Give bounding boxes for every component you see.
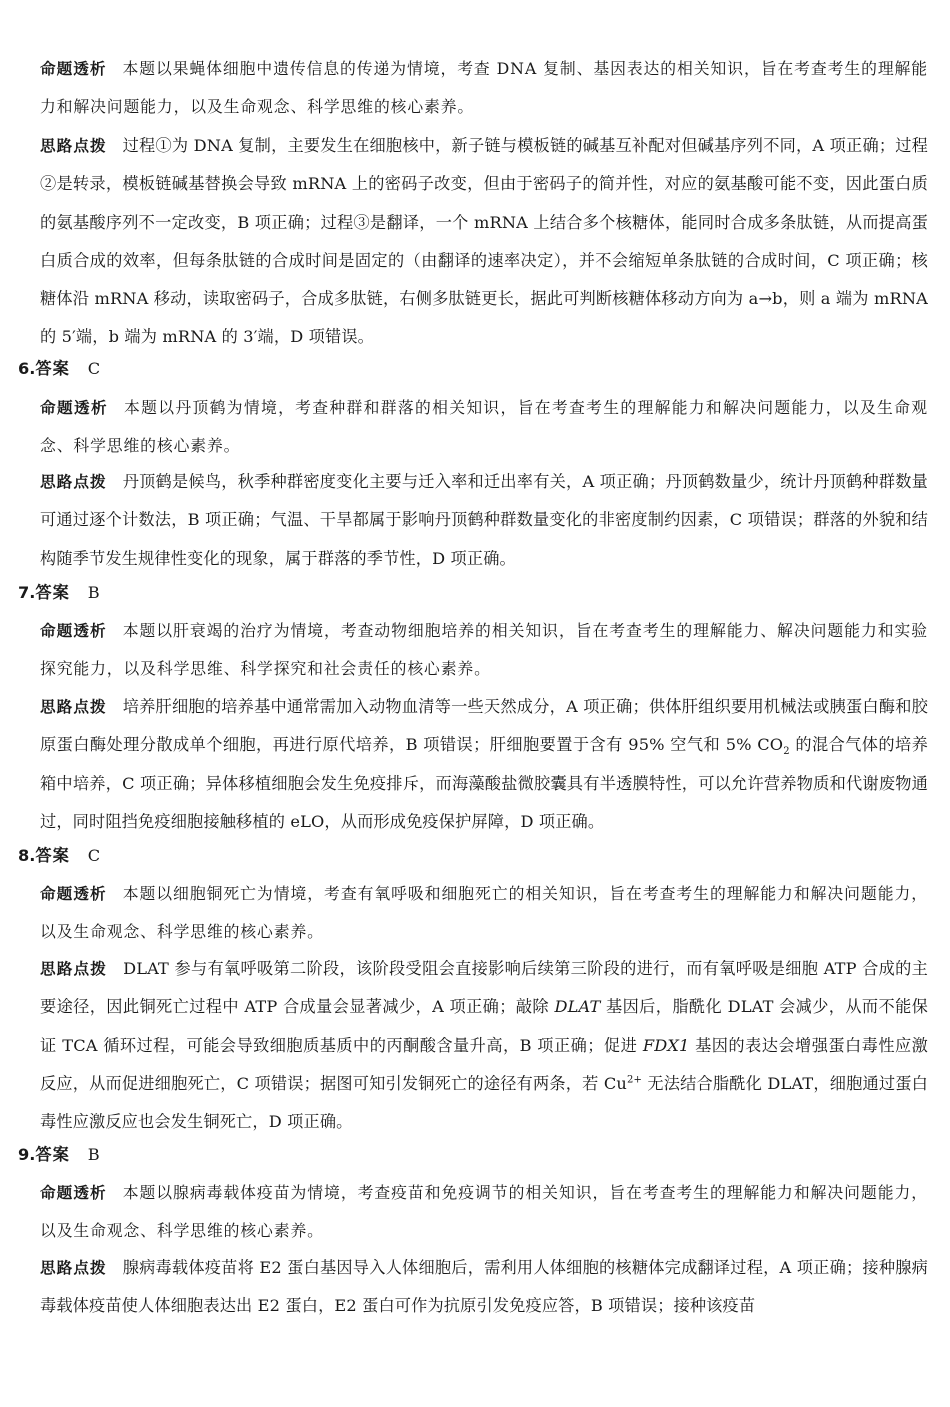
q9-hint-text: 腺病毒载体疫苗将 E2 蛋白基因导入人体细胞后，需利用人体细胞的核糖体完成翻译过程，A 项正确；接种腺病毒载体疫苗使人体细胞表达出 E2 蛋白，E2 蛋白可作为抗原引发免疫应答，B 项错误；接种该疫苗 <box>40 1258 928 1316</box>
analysis-label: 命题透析 <box>40 885 107 903</box>
co2-subscript: 2 <box>783 746 790 758</box>
hint-label: 思路点拨 <box>40 137 107 155</box>
q8-analysis-block <box>0 875 950 952</box>
q8-analysis-text: 本题以细胞铜死亡为情境，考查有氧呼吸和细胞死亡的相关知识，旨在考查考生的理解能力和解决问题能力，以及生命观念、科学思维的核心素养。 <box>40 884 928 942</box>
q6-number: 6. <box>18 359 36 378</box>
q8-number: 8. <box>18 846 36 865</box>
q7-hint-text-a: 培养肝细胞的培养基中通常需加入动物血清等一些天然成分，A 项正确；供体肝组织要用机械法或胰蛋白酶和胶原蛋白酶处理分散成单个细胞，再进行原代培养，B 项错误；肝细胞要置于含有 95% 空气和 5% CO <box>40 697 928 755</box>
q8-analysis-paragraph <box>0 875 950 952</box>
analysis-label: 命题透析 <box>40 622 107 640</box>
q9-hint-paragraph <box>0 1249 950 1326</box>
q6-hint-paragraph <box>0 463 950 578</box>
q8-hint-text-a: DLAT 参与有氧呼吸第二阶段，该阶段受阻会直接影响后续第三阶段的进行，而有氧呼吸是细胞 ATP 合成的主要途径，因此铜死亡过程中 ATP 合成量会显著减少，A 项正确；敲除 <box>40 959 928 1017</box>
q7-hint-block <box>0 688 950 841</box>
q7-analysis-text: 本题以肝衰竭的治疗为情境，考查动物细胞培养的相关知识，旨在考查考生的理解能力、解决问题能力和实验探究能力，以及科学思维、科学探究和社会责任的核心素养。 <box>40 621 928 679</box>
q7-hint-text-b: 的混合气体的培养箱中培养，C 项正确；异体移植细胞会发生免疫排斥，而海藻酸盐微胶囊具有半透膜特性，可以允许营养物质和代谢废物通过，同时阻挡免疫细胞接触移植的 eLO，从而形成免疫保护屏障，D 项正确。 <box>40 735 929 831</box>
q5-hint-block <box>0 127 950 357</box>
q5-analysis-text: 本题以果蝇体细胞中遗传信息的传递为情境，考查 DNA 复制、基因表达的相关知识，旨在考查考生的理解能力和解决问题能力，以及生命观念、科学思维的核心素养。 <box>40 59 928 117</box>
q9-analysis-text: 本题以腺病毒载体疫苗为情境，考查疫苗和免疫调节的相关知识，旨在考查考生的理解能力和解决问题能力，以及生命观念、科学思维的核心素养。 <box>40 1183 928 1241</box>
q6-answer-value: C <box>87 359 101 378</box>
hint-label: 思路点拨 <box>40 473 107 491</box>
q6-analysis-text: 本题以丹顶鹤为情境，考查种群和群落的相关知识，旨在考查考生的理解能力和解决问题能力，以及生命观念、科学思维的核心素养。 <box>40 398 928 456</box>
answer-label: 答案 <box>35 846 70 865</box>
q7-analysis-block <box>0 612 950 689</box>
answer-label: 答案 <box>35 583 70 602</box>
q9-hint-block <box>0 1249 950 1326</box>
q5-analysis-paragraph <box>0 50 950 127</box>
q9-answer-paragraph <box>0 1136 950 1174</box>
answer-label: 答案 <box>35 359 70 378</box>
analysis-label: 命题透析 <box>40 1184 107 1202</box>
q6-analysis-paragraph <box>0 389 950 466</box>
q6-analysis-block <box>0 389 950 466</box>
q5-analysis-block <box>0 50 950 127</box>
q5-hint-paragraph <box>0 127 950 357</box>
q6-hint-text: 丹顶鹤是候鸟，秋季种群密度变化主要与迁入率和迁出率有关，A 项正确；丹顶鹤数量少，统计丹顶鹤种群数量可通过逐个计数法，B 项正确；气温、干旱都属于影响丹顶鹤种群数量变化的非密度制约因素，C 项错误；群落的外貌和结构随季节发生规律性变化的现象，属于群落的季节性，D 项正确。 <box>40 472 928 568</box>
cu-superscript: 2+ <box>626 1074 643 1086</box>
hint-label: 思路点拨 <box>40 960 108 978</box>
answer-label: 答案 <box>35 1145 70 1164</box>
q7-number: 7. <box>18 583 36 602</box>
q8-hint-text-d: 无法结合脂酰化 DLAT，细胞通过蛋白毒性应激反应也会发生铜死亡，D 项正确。 <box>40 1073 929 1132</box>
q7-answer-paragraph <box>0 574 950 612</box>
q9-number: 9. <box>18 1145 36 1164</box>
gene-fdx1: FDX1 <box>642 1035 690 1055</box>
hint-label: 思路点拨 <box>40 1259 107 1277</box>
q6-hint-block <box>0 463 950 578</box>
q8-hint-text-c: 基因的表达会增强蛋白毒性应激反应，从而促进细胞死亡，C 项错误；据图可知引发铜死亡的途径有两条，若 Cu <box>40 1035 928 1093</box>
q9-answer-value: B <box>87 1145 100 1164</box>
analysis-label: 命题透析 <box>40 60 107 78</box>
hint-label: 思路点拨 <box>40 698 107 716</box>
q7-answer-line <box>0 574 950 612</box>
q8-hint-paragraph <box>0 950 950 1141</box>
analysis-label: 命题透析 <box>40 399 109 417</box>
q5-hint-text: 过程①为 DNA 复制，主要发生在细胞核中，新子链与模板链的碱基互补配对但碱基序列不同，A 项正确；过程②是转录，模板链碱基替换会导致 mRNA 上的密码子改变，但由于密码子的简并性，对应的氨基酸可能不变，因此蛋白质的氨基酸序列不一定改变，B 项正确；过程③是翻译，一个 mRNA 上结合多个核糖体，能同时合成多条肽链，从而提高蛋白质合成的效率，但每条肽链的合成时间是固定的（由翻译的速率决定），并不会缩短单条肽链的合成时间，C 项正确；核糖体沿 mRNA 移动，读取密码子，合成多肽链，右侧多肽链更长，据此可判断核糖体移动方向为 a→b，则 a 端为 mRNA 的 5′端，b 端为 mRNA 的 3′端，D 项错误。 <box>40 136 928 347</box>
q9-analysis-paragraph <box>0 1174 950 1251</box>
q8-hint-text-b: 基因后，脂酰化 DLAT 会减少，从而不能保证 TCA 循环过程，可能会导致细胞质基质中的丙酮酸含量升高，B 项正确；促进 <box>40 997 929 1055</box>
gene-dlat: DLAT <box>554 997 601 1017</box>
q8-answer-paragraph <box>0 837 950 875</box>
q9-analysis-block <box>0 1174 950 1251</box>
q8-hint-block <box>0 950 950 1141</box>
q9-answer-line <box>0 1136 950 1174</box>
q8-answer-value: C <box>87 846 101 865</box>
q7-answer-value: B <box>87 583 100 602</box>
q6-answer-paragraph <box>0 350 950 388</box>
q8-answer-line <box>0 837 950 875</box>
q7-analysis-paragraph <box>0 612 950 689</box>
q6-answer-line <box>0 350 950 388</box>
q7-hint-paragraph <box>0 688 950 841</box>
